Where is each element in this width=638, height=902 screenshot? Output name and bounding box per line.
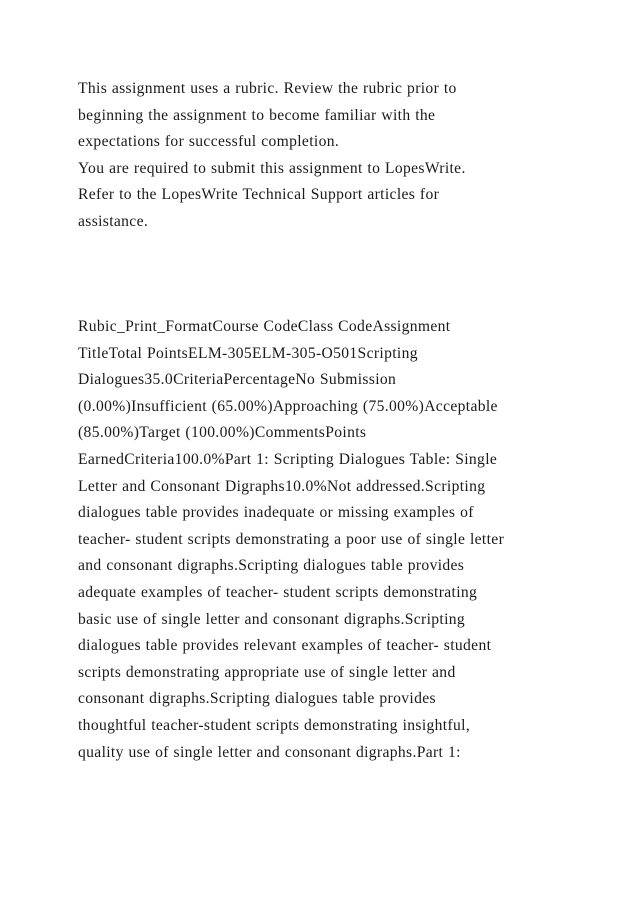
rubric-line: thoughtful teacher-student scripts demonstrating insightful,: [78, 716, 471, 734]
rubric-line: teacher- student scripts demonstrating a poor use of single letter: [78, 530, 505, 548]
rubric-line: quality use of single letter and consonant digraphs.Part 1:: [78, 743, 461, 761]
rubric-line: (0.00%)Insufficient (65.00%)Approaching (75.00%)Acceptable: [78, 397, 498, 415]
rubric-line: basic use of single letter and consonant digraphs.Scripting: [78, 610, 466, 628]
rubric-line: Letter and Consonant Digraphs10.0%Not addressed.Scripting: [78, 477, 486, 495]
rubric-line: (85.00%)Target (100.00%)CommentsPoints: [78, 424, 367, 442]
intro-line: beginning the assignment to become familiar with the: [78, 106, 436, 124]
rubric-line: TitleTotal PointsELM-305ELM-305-O501Scripting: [78, 344, 418, 362]
intro-line: You are required to submit this assignment to LopesWrite.: [78, 159, 466, 177]
rubric-line: consonant digraphs.Scripting dialogues table provides: [78, 690, 436, 708]
intro-line: expectations for successful completion.: [78, 133, 340, 151]
intro-line: Refer to the LopesWrite Technical Support articles for: [78, 186, 440, 204]
rubric-line: Dialogues35.0CriteriaPercentageNo Submission: [78, 371, 397, 389]
rubric-line: and consonant digraphs.Scripting dialogues table provides: [78, 557, 465, 575]
intro-line: assistance.: [78, 212, 149, 230]
intro-line: This assignment uses a rubric. Review the rubric prior to: [78, 80, 457, 97]
rubric-line: adequate examples of teacher- student scripts demonstrating: [78, 583, 478, 601]
rubric-text: [78, 314, 578, 766]
rubric-line: EarnedCriteria100.0%Part 1: Scripting Dialogues Table: Single: [78, 450, 498, 468]
rubric-line: Rubic_Print_FormatCourse CodeClass CodeAssignment: [78, 318, 451, 335]
rubric-line: dialogues table provides relevant examples of teacher- student: [78, 637, 492, 655]
intro-paragraph: [78, 76, 578, 236]
rubric-line: dialogues table provides inadequate or missing examples of: [78, 504, 474, 522]
rubric-line: scripts demonstrating appropriate use of single letter and: [78, 663, 456, 681]
